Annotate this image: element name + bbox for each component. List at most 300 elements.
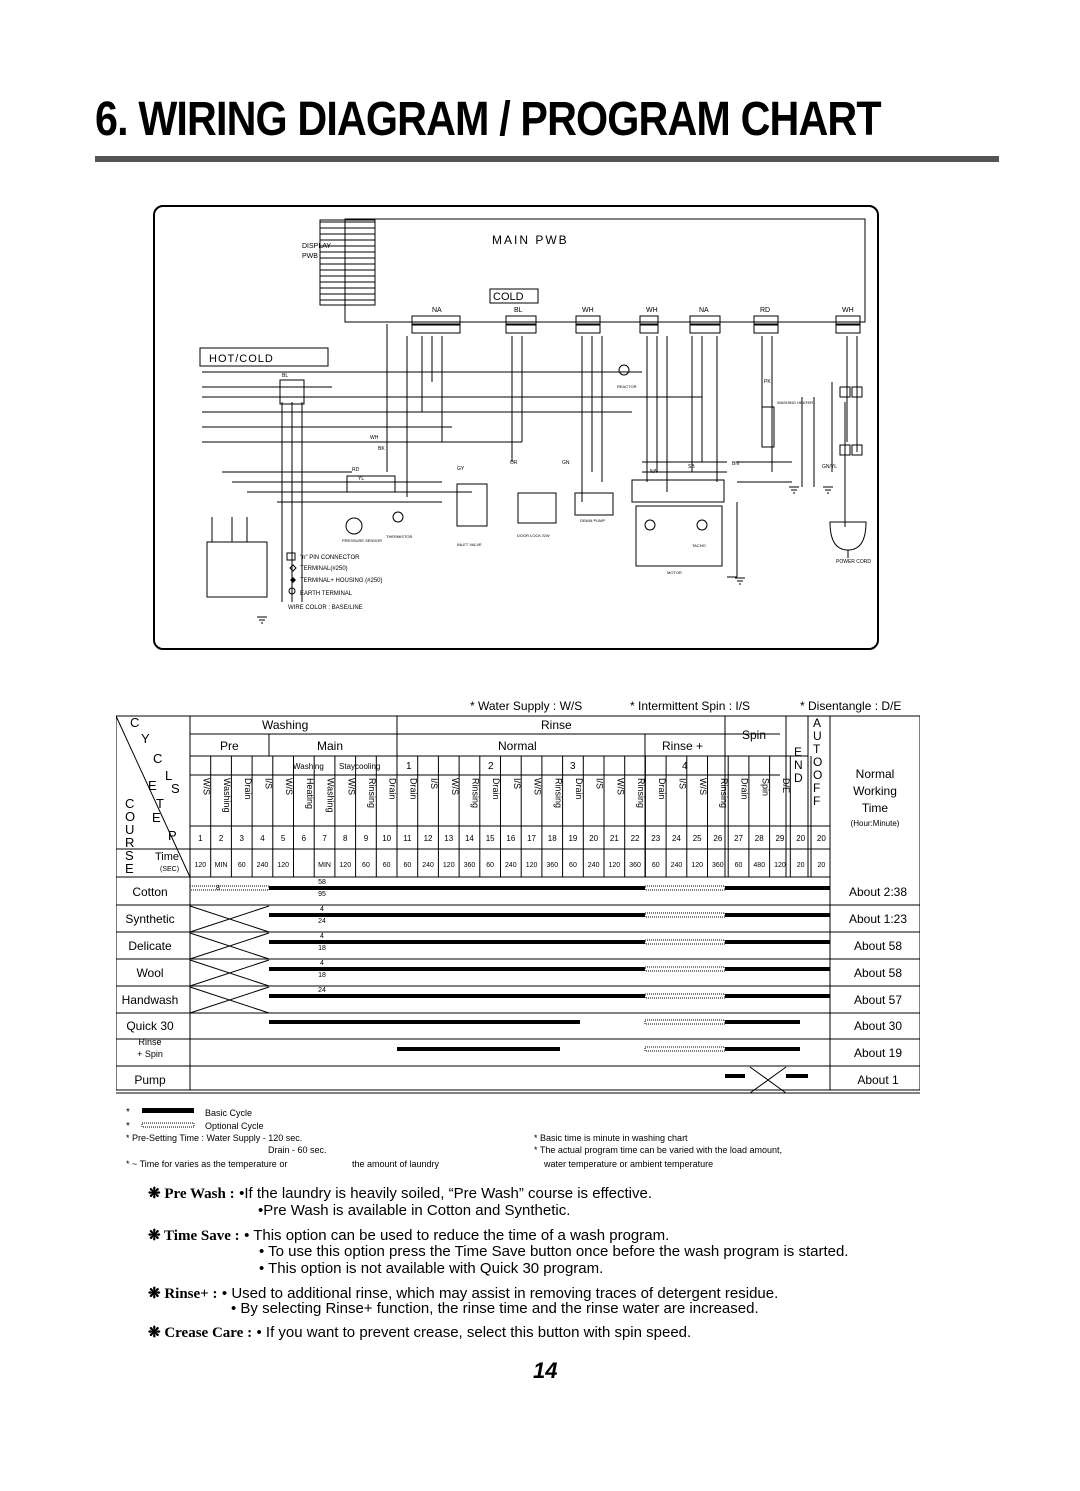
cold-label: COLD	[493, 291, 524, 303]
step-number: 5	[280, 834, 286, 843]
reactor-icon	[619, 365, 629, 375]
basic-cycle-bar	[269, 994, 397, 998]
end-letter: N	[794, 758, 803, 772]
step-number: 3	[239, 834, 244, 843]
step-number: 8	[343, 834, 348, 843]
course-name: Pump	[134, 1073, 166, 1087]
basic-cycle-bar	[725, 1020, 800, 1024]
step-number: 21	[609, 834, 619, 843]
pressure-sensor-label: PRESSURE SENSOR	[342, 538, 383, 543]
tacho-icon	[697, 520, 707, 530]
group-main: Main	[317, 739, 344, 753]
optional-cycle-bar	[645, 967, 725, 971]
course-letter: U	[125, 822, 135, 837]
step-number: 20	[796, 834, 806, 843]
basic-cycle-bar	[269, 1020, 397, 1024]
option-line: • By selecting Rinse+ function, the rinse time and the rinse water are increased.	[231, 1300, 759, 1317]
basic-cycle-bar	[397, 1020, 440, 1024]
legend-wire-color: WIRE COLOR : BASE/LINE	[288, 605, 363, 611]
end-letter: E	[794, 745, 803, 759]
course-time: About 58	[853, 966, 903, 980]
step-number: 7	[322, 834, 327, 843]
cycle-step-letter: P	[168, 828, 177, 843]
basic-cycle-bar	[397, 940, 645, 944]
course-name: Quick 30	[126, 1019, 174, 1033]
display-pwb-label-2: PWB	[302, 253, 318, 260]
temperature-value: 18	[318, 945, 326, 952]
svg-text:*: *	[126, 1121, 130, 1132]
inlet-valve-label: INLET VALVE	[457, 542, 482, 547]
wire-color-label: GN	[562, 460, 570, 466]
motor-connector	[632, 480, 724, 502]
actual-time-note: * The actual program time can be varied with the load amount,	[534, 1145, 782, 1155]
legend-earth-terminal: EARTH TERMINAL	[300, 591, 353, 597]
option-line: •If the laundry is heavily soiled, “Pre Wash” course is effective.	[239, 1185, 652, 1202]
step-time: 120	[774, 862, 786, 869]
group-main-washing: Washing	[293, 762, 324, 771]
rinse-number: 4	[682, 761, 688, 772]
option-crease-care	[148, 1323, 691, 1342]
hour-minute-label: (Hour:Minute)	[850, 819, 900, 828]
step-number: 13	[444, 834, 454, 843]
power-cord-label: POWER CORD	[836, 559, 871, 565]
option-line: • This option can be used to reduce the time of a wash program.	[244, 1227, 670, 1244]
step-time: 120	[691, 862, 703, 869]
connector-label: NA	[432, 307, 442, 314]
step-number: 25	[692, 834, 702, 843]
cycle-step-letter: E	[148, 778, 157, 793]
step-number: 29	[775, 834, 785, 843]
step-label: W/S	[284, 778, 295, 795]
step-label: I/S	[263, 778, 274, 790]
connector-label: BL	[514, 307, 523, 314]
option-head: ❋ Time Save :	[148, 1228, 240, 1244]
drain-pump-label: DRAIN PUMP	[580, 518, 606, 523]
program-chart	[116, 695, 920, 1095]
display-pwb-label-1: DISPLAY	[302, 243, 332, 250]
pwb-connector	[576, 325, 600, 333]
step-label: Drain	[408, 778, 419, 800]
group-pre: Pre	[220, 739, 239, 753]
step-time: 120	[525, 862, 538, 869]
terminal	[840, 387, 850, 397]
step-number: 27	[734, 834, 744, 843]
door-lock-label: DOOR LOCK S/W	[517, 533, 550, 538]
hot-cold-label: HOT/COLD	[209, 353, 274, 365]
pwb-connector	[412, 325, 460, 333]
pwb-connector	[690, 325, 720, 333]
step-time: 60	[569, 862, 577, 869]
course-name: Synthetic	[125, 912, 175, 926]
course-name: Rinse	[138, 1037, 162, 1047]
option-line: •Pre Wash is available in Cotton and Synthetic.	[258, 1202, 571, 1219]
step-number: 10	[382, 834, 392, 843]
legend-terminal: TERMINAL(#250)	[300, 566, 348, 572]
rinse-number: 2	[488, 761, 494, 772]
course-time: About 1	[857, 1073, 899, 1087]
cycle-step-letter: C	[153, 751, 163, 766]
optional-cycle-bar	[645, 940, 725, 944]
step-label: Drain	[242, 778, 253, 800]
hot-cold-connector	[280, 380, 304, 404]
step-time: 240	[670, 862, 683, 869]
wire-color-label: BK	[378, 446, 385, 452]
auto-off-letter: A	[813, 716, 822, 730]
basic-cycle-bar	[397, 967, 645, 971]
optional-cycle-bar	[645, 1020, 725, 1024]
course-time: About 19	[853, 1046, 903, 1060]
basic-cycle-bar	[725, 1074, 745, 1078]
wire-color-label: GN/YL	[822, 464, 838, 470]
temperature-value: 24	[318, 918, 326, 925]
step-number: 11	[403, 834, 412, 843]
step-time: 480	[753, 862, 766, 869]
step-label: Washing	[325, 778, 336, 813]
step-time: 60	[382, 862, 391, 869]
basic-cycle-bar	[725, 994, 830, 998]
pwb-connector	[576, 316, 600, 324]
time-varies-note-a: * ~ Time for varies as the temperature or	[126, 1159, 288, 1169]
cycle-step-letter: Y	[141, 731, 150, 746]
basic-cycle-bar	[269, 886, 397, 890]
option-line: • This option is not available with Quick 30 program.	[259, 1260, 604, 1277]
program-chart-svg	[116, 695, 920, 1095]
wiring-diagram	[153, 205, 879, 650]
basic-cycle-bar	[520, 1020, 580, 1024]
step-label: W/S	[201, 778, 212, 795]
course-time: About 2:38	[848, 885, 908, 899]
step-time: 60	[734, 862, 743, 869]
cycle-step-letter: T	[156, 796, 164, 811]
chart-legend-item: * Intermittent Spin : I/S	[630, 699, 751, 713]
rinse-number: 3	[570, 761, 576, 772]
course-name: Delicate	[128, 939, 172, 953]
step-label: I/S	[511, 778, 522, 790]
wire-color-label: BL	[282, 373, 289, 379]
step-time: 120	[608, 862, 621, 869]
step-time: 120	[442, 862, 455, 869]
step-label: W/S	[532, 778, 543, 795]
connector-label: WH	[582, 307, 594, 314]
motor-label: MOTOR	[667, 570, 682, 575]
legend-terminal-housing: TERMINAL+ HOUSING (#250)	[300, 578, 383, 584]
step-label: D/E	[780, 778, 791, 794]
optional-cycle-bar	[645, 1047, 725, 1051]
course-name: Handwash	[121, 993, 179, 1007]
chart-legend-item: * Disentangle : D/E	[800, 699, 902, 713]
wire-color-label: RD	[352, 467, 360, 473]
legend-pin-connector: "n" PIN CONNECTOR	[300, 555, 360, 561]
connector-label: WH	[646, 307, 658, 314]
step-number: 28	[754, 834, 764, 843]
rinse-number: 1	[406, 761, 412, 772]
wire-color-label: GY	[457, 466, 465, 472]
wire-color-label: BN	[732, 461, 739, 467]
course-time: About 30	[853, 1019, 903, 1033]
step-label: Rinsing	[366, 778, 377, 809]
optional-cycle-bar	[645, 994, 725, 998]
pwb-connector	[754, 316, 778, 324]
wire-color-label: YL	[358, 476, 365, 482]
basic-cycle-label: Basic Cycle	[205, 1108, 253, 1118]
drain-note: Drain - 60 sec.	[268, 1145, 327, 1155]
wiring-diagram-svg	[155, 207, 881, 652]
course-letter: C	[125, 796, 135, 811]
sensor-connector	[347, 476, 395, 492]
auto-off-letter: O	[813, 755, 823, 769]
basic-cycle-bar	[269, 967, 397, 971]
group-spin: Spin	[742, 728, 767, 742]
option-head: ❋ Crease Care :	[148, 1325, 253, 1341]
step-label: Drain	[739, 778, 750, 800]
step-number: 16	[506, 834, 516, 843]
wire-color-label: OR	[510, 460, 518, 466]
step-time: 120	[277, 862, 289, 869]
tacho-label: TACHO	[692, 543, 706, 548]
step-time: 60	[362, 862, 370, 869]
temperature-value: 4	[320, 960, 324, 967]
page-number: 14	[533, 1358, 558, 1383]
step-number: 2	[218, 834, 224, 843]
course-letter: S	[125, 848, 134, 863]
step-time: 20	[796, 862, 805, 869]
step-label: I/S	[594, 778, 605, 790]
step-number: 26	[713, 834, 723, 843]
end-letter: D	[794, 771, 803, 785]
pre-wash-time: 8	[216, 885, 220, 892]
group-rinse-plus: Rinse +	[662, 739, 704, 753]
basic-cycle-bar	[725, 967, 830, 971]
normal-working-time: Working	[853, 784, 897, 798]
step-label: I/S	[677, 778, 688, 790]
sec-label: (SEC)	[160, 866, 180, 873]
step-label: Drain	[573, 778, 584, 800]
group-normal: Normal	[498, 739, 537, 753]
step-time: 60	[403, 862, 412, 869]
course-name: Wool	[136, 966, 164, 980]
pwb-connector	[506, 316, 536, 324]
step-time: 240	[422, 862, 434, 869]
basic-cycle-bar	[725, 886, 830, 890]
step-label: Rinsing	[470, 778, 481, 809]
auto-off-letter: U	[813, 729, 822, 743]
step-label: Rinsing	[718, 778, 729, 809]
thermistor-label: THERMISTOR	[386, 534, 413, 539]
page-title: 6. WIRING DIAGRAM / PROGRAM CHART	[95, 93, 881, 146]
step-label: Heating	[304, 778, 315, 810]
connector-label: RD	[760, 307, 771, 314]
step-time: MIN	[318, 862, 331, 869]
step-time: 360	[629, 862, 641, 869]
course-time: About 57	[853, 993, 903, 1007]
pin-connector-symbol	[287, 553, 295, 560]
presetting-note: * Pre-Setting Time : Water Supply - 120 sec.	[126, 1133, 303, 1143]
step-time: 60	[237, 862, 246, 869]
step-label: Drain	[387, 778, 398, 800]
pwb-connector	[754, 325, 778, 333]
basic-cycle-bar	[269, 913, 397, 917]
step-time: 20	[817, 862, 826, 869]
basic-cycle-bar	[397, 913, 645, 917]
pwb-connector	[690, 316, 720, 324]
basic-cycle-bar	[397, 1047, 480, 1051]
title-rule	[95, 156, 999, 162]
step-number: 20	[589, 834, 599, 843]
display-connector	[320, 220, 375, 305]
step-number: 4	[260, 834, 265, 843]
step-time: 360	[712, 862, 724, 869]
step-number: 14	[464, 834, 474, 843]
step-time: 240	[256, 862, 269, 869]
step-number: 23	[651, 834, 661, 843]
step-number: 19	[568, 834, 578, 843]
step-number: 1	[198, 834, 203, 843]
optional-cycle-bar	[190, 886, 269, 890]
option-line: • To use this option press the Time Save button once before the wash program is started.	[259, 1243, 849, 1260]
course-letter: E	[125, 861, 134, 876]
motor-winding-icon	[645, 520, 655, 530]
normal-working-time: Normal	[855, 767, 895, 781]
step-label: W/S	[615, 778, 626, 795]
pressure-sensor-icon	[346, 518, 362, 534]
step-time: 60	[486, 862, 495, 869]
basic-time-note: * Basic time is minute in washing chart	[534, 1133, 688, 1143]
optional-cycle-label: Optional Cycle	[205, 1121, 264, 1131]
door-lock-box	[518, 493, 556, 523]
course-name: + Spin	[137, 1049, 163, 1059]
course-time: About 58	[853, 939, 903, 953]
basic-cycle-bar	[269, 940, 397, 944]
step-time: MIN	[214, 862, 228, 869]
step-label: Rinsing	[636, 778, 647, 809]
course-letter: O	[125, 809, 136, 824]
normal-working-time: Time	[861, 801, 889, 815]
step-number: 15	[485, 834, 495, 843]
step-label: W/S	[449, 778, 460, 795]
terminal-symbol	[290, 565, 296, 571]
inlet-valve-box	[207, 542, 267, 597]
step-number: 17	[527, 834, 537, 843]
drain-pump-box	[575, 493, 613, 515]
wire-color-label: SB	[688, 464, 695, 470]
svg-text:*: *	[126, 1107, 130, 1118]
basic-cycle-bar	[725, 940, 830, 944]
step-time: 120	[194, 862, 207, 869]
course-letter: R	[125, 835, 135, 850]
main-inlet-valve-box	[457, 484, 487, 526]
step-number: 22	[630, 834, 640, 843]
step-label: Drain	[656, 778, 667, 800]
temperature-value: 95	[318, 891, 326, 898]
group-rinse: Rinse	[541, 718, 572, 732]
pwb-connector	[640, 325, 658, 333]
temperature-value: 4	[320, 933, 324, 940]
basic-cycle-bar	[725, 913, 830, 917]
step-time: 360	[546, 862, 559, 869]
main-pwb-box	[345, 219, 865, 322]
temperature-value: 58	[318, 879, 326, 886]
power-plug-icon	[830, 522, 866, 550]
group-staycooling: Staycooling	[339, 762, 381, 771]
washing-heater-label: WASHING HEATER	[777, 400, 814, 405]
option-line: • Used to additional rinse, which may assist in removing traces of detergent residue.	[221, 1285, 779, 1302]
pwb-connector	[506, 325, 536, 333]
temperature-value: 24	[318, 987, 326, 994]
auto-off-letter: F	[813, 794, 821, 808]
optional-cycle-swatch	[142, 1123, 194, 1127]
wire-color-label: PK	[764, 379, 771, 385]
step-number: 18	[547, 834, 557, 843]
step-time: 120	[339, 862, 352, 869]
cycle-step-letter: L	[165, 768, 173, 783]
reactor-label: REACTOR	[617, 384, 637, 389]
step-label: W/S	[346, 778, 357, 795]
step-number: 24	[671, 834, 681, 843]
thermistor-icon	[393, 512, 403, 522]
step-label: W/S	[698, 778, 709, 795]
basic-cycle-bar	[480, 1047, 560, 1051]
option-pre-wash	[148, 1184, 652, 1203]
chart-notes	[116, 1100, 920, 1175]
step-number: 12	[423, 834, 433, 843]
basic-cycle-bar	[397, 994, 645, 998]
step-label: Washing	[222, 778, 233, 813]
pwb-connector	[836, 316, 860, 324]
basic-cycle-bar	[786, 1074, 808, 1078]
step-label: Spin	[760, 778, 771, 797]
time-label: Time	[155, 851, 180, 863]
step-time: 240	[587, 862, 600, 869]
connector-label: NA	[699, 307, 709, 314]
step-time: 240	[505, 862, 517, 869]
actual-time-note-2: water temperature or ambient temperature	[544, 1159, 714, 1169]
course-name: Cotton	[132, 885, 168, 899]
step-number: 6	[301, 834, 307, 843]
option-head: ❋ Rinse+ :	[148, 1286, 218, 1302]
basic-cycle-swatch	[142, 1108, 194, 1113]
wire-color-label: WH	[370, 435, 379, 441]
terminal-housing-symbol	[290, 577, 296, 583]
time-varies-note-b: the amount of laundry	[352, 1159, 440, 1169]
basic-cycle-bar	[440, 1020, 520, 1024]
option-head: ❋ Pre Wash :	[148, 1186, 235, 1202]
temperature-value: 18	[318, 972, 326, 979]
step-label: I/S	[429, 778, 440, 790]
pwb-connector	[836, 325, 860, 333]
pwb-connector	[412, 316, 460, 324]
temperature-value: 4	[320, 906, 324, 913]
step-time: 360	[463, 862, 476, 869]
option-line: • If you want to prevent crease, select this button with spin speed.	[256, 1324, 692, 1341]
main-pwb-label: MAIN PWB	[492, 233, 569, 247]
auto-off-letter: F	[813, 781, 821, 795]
auto-off-letter: T	[813, 742, 821, 756]
group-washing: Washing	[262, 718, 309, 732]
chart-frame	[116, 716, 830, 1090]
step-number: 9	[363, 834, 369, 843]
wire-color-label: NA	[650, 469, 657, 475]
optional-cycle-bar	[645, 886, 725, 890]
basic-cycle-bar	[397, 886, 645, 890]
optional-cycle-bar	[645, 913, 725, 917]
step-label: Rinsing	[553, 778, 564, 809]
auto-off-letter: O	[813, 768, 823, 782]
cycle-step-letter: S	[171, 781, 180, 796]
connector-label: WH	[842, 307, 854, 314]
cycle-step-letter: E	[152, 810, 161, 825]
basic-cycle-bar	[725, 1047, 800, 1051]
step-number: 20	[816, 834, 826, 843]
